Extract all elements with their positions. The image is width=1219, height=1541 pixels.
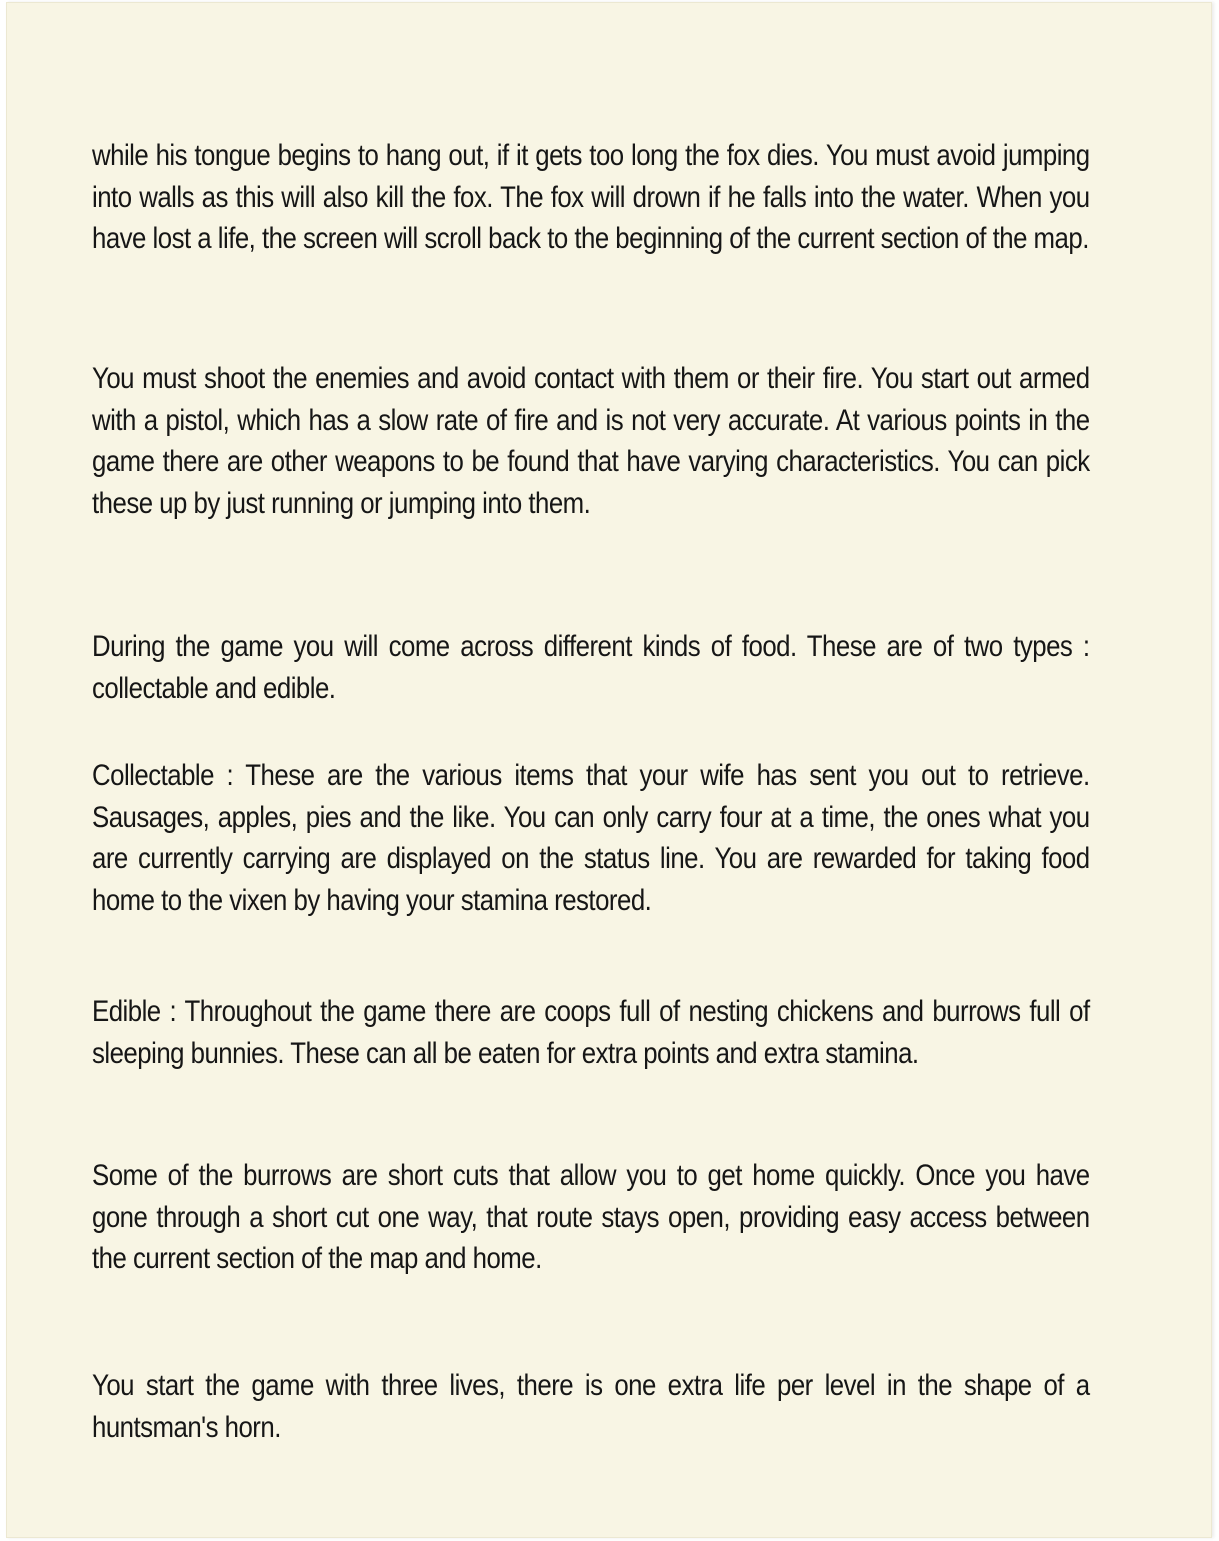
manual-page — [6, 2, 1212, 1538]
paragraph-text: Some of the burrows are short cuts that allow you to get home quickly. Once you have gone through a short cut one way, that route stays open, providing easy access between the current section of the map and home. — [92, 1159, 1090, 1275]
paragraph-lives — [92, 1365, 1090, 1448]
paragraph-text: During the game you will come across different kinds of food. These are of two types : collectable and edible. — [92, 630, 1090, 705]
paragraph-edible — [92, 991, 1090, 1074]
paragraph-fox-tongue — [92, 135, 1090, 260]
paragraph-text: Collectable : These are the various items that your wife has sent you out to retrieve. Sausages, apples, pies and the like. You can only carry four at a time, the ones what you are currently carrying are displayed on the status line. You are rewarded for taking food home to the vixen by having your stamina restored. — [92, 759, 1090, 917]
paragraph-text: You start the game with three lives, there is one extra life per level in the shape of a huntsman's horn. — [92, 1369, 1090, 1444]
paragraph-short-cuts — [92, 1155, 1090, 1280]
paragraph-text: Edible : Throughout the game there are coops full of nesting chickens and burrows full of sleeping bunnies. These can all be eaten for extra points and extra stamina. — [92, 995, 1090, 1070]
paragraph-text: while his tongue begins to hang out, if it gets too long the fox dies. You must avoid jumping into walls as this will also kill the fox. The fox will drown if he falls into the water. When you have lost a life, the screen will scroll back to the beginning of the current section of the map. — [92, 139, 1090, 255]
paragraph-food-types — [92, 626, 1090, 709]
paragraph-weapons — [92, 358, 1090, 524]
paragraph-collectable — [92, 755, 1090, 921]
paragraph-text: You must shoot the enemies and avoid contact with them or their fire. You start out armed with a pistol, which has a slow rate of fire and is not very accurate. At various points in the game there are other weapons to be found that have varying characteristics. You can pick these up by just running or jumping into them. — [92, 362, 1090, 520]
